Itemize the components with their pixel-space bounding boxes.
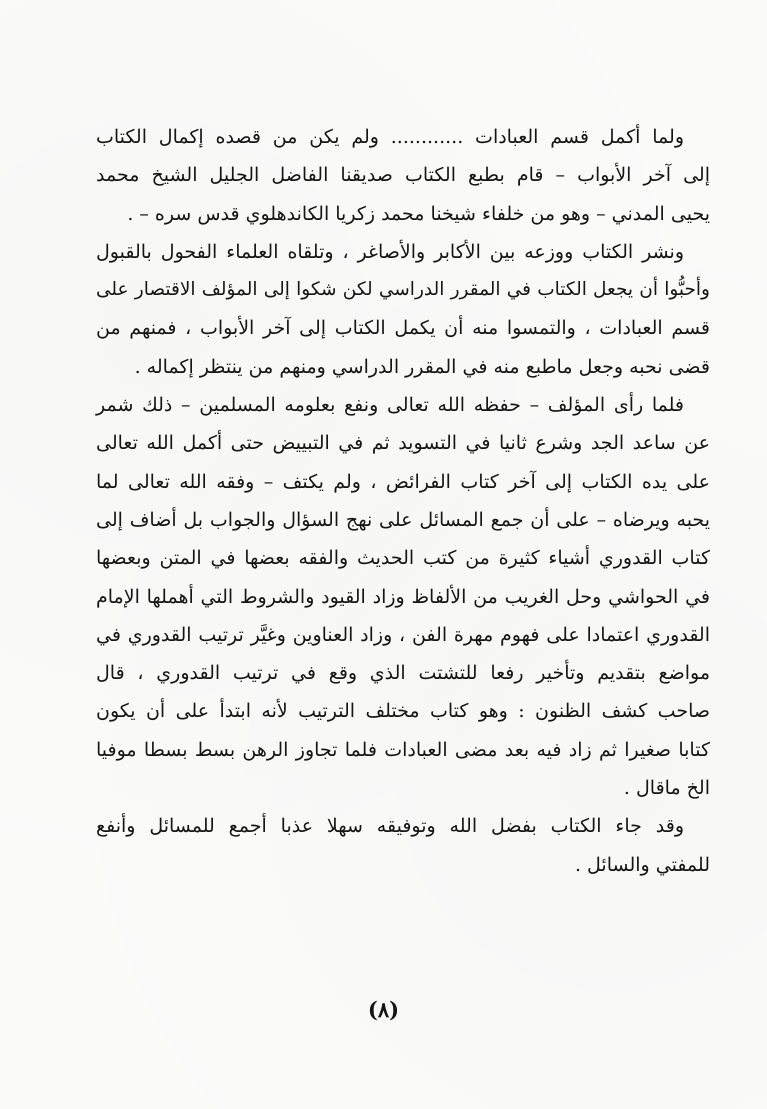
page-number: (٨) (367, 997, 400, 1022)
text-line: يحيى المدني – وهو من خلفاء شيخنا محمد زكريا الكاندهلوي قدس سره – . (127, 202, 710, 225)
text-line: ولما أكمل قسم العبادات ............ ولم يكن من قصده إكمال الكتاب (96, 126, 684, 148)
text-line: كتابا صغيرا ثم زاد فيه بعد مضى العبادات فلما تجاوز الرهن بسط بسطا موفيا (96, 738, 710, 761)
text-line: فلما رأى المؤلف – حفظه الله تعالى ونفع بعلومه المسلمين – ذلك شمر (96, 394, 684, 417)
text-line: على يده الكتاب إلى آخر كتاب الفرائض ، ولم يكتف – وفقه الله تعالى لما (96, 470, 710, 493)
text-line: قضى نحبه وجعل ماطبع منه في المقرر الدراسي ومنهم من ينتظر إكماله . (134, 355, 710, 378)
text-line: وقد جاء الكتاب بفضل الله وتوفيقه سهلا عذبا أجمع للمسائل وأنفع (96, 815, 684, 838)
text-line: للمفتي والسائل . (574, 853, 710, 876)
text-line: الخ ماقال . (623, 777, 710, 800)
paragraph-3 (96, 386, 710, 807)
paragraph-1 (96, 118, 710, 233)
text-line: صاحب كشف الظنون : وهو كتاب مختلف الترتيب لأنه ابتدأ على أن يكون (96, 700, 710, 723)
text-line: ونشر الكتاب ووزعه بين الأكابر والأصاغر ، وتلقاه العلماء الفحول بالقبول (96, 240, 684, 263)
paragraph-4 (96, 807, 710, 884)
text-line: وأحبُّوا أن يجعل الكتاب في المقرر الدراسي لكن شكوا إلى المؤلف الاقتصار على (96, 279, 710, 301)
text-line: كتاب القدوري أشياء كثيرة من كتب الحديث والفقه بعضها في المتن وبعضها (96, 547, 710, 570)
paragraph-2 (96, 233, 710, 386)
text-line: القدوري اعتمادا على فهوم مهرة الفن ، وزاد العناوين وغيَّر ترتيب القدوري في (96, 623, 710, 646)
text-line: مواضع بتقديم وتأخير رفعا للتشتت الذي وقع في ترتيب القدوري ، قال (96, 662, 710, 685)
body-text (96, 118, 710, 884)
text-line: عن ساعد الجد وشرع ثانيا في التسويد ثم في التبييض حتى أكمل الله تعالى (96, 432, 710, 455)
text-line: في الحواشي وحل الغريب من الألفاظ وزاد القيود والشروط التي أهملها الإمام (96, 585, 710, 608)
text-line: يحبه ويرضاه – على أن جمع المسائل على نهج السؤال والجواب بل أضاف إلى (96, 508, 710, 531)
text-line: قسم العبادات ، والتمسوا منه أن يكمل الكتاب إلى آخر الأبواب ، فمنهم من (96, 317, 710, 340)
text-line: إلى آخر الأبواب – قام بطبع الكتاب صديقنا الفاضل الجليل الشيخ محمد (96, 164, 711, 187)
